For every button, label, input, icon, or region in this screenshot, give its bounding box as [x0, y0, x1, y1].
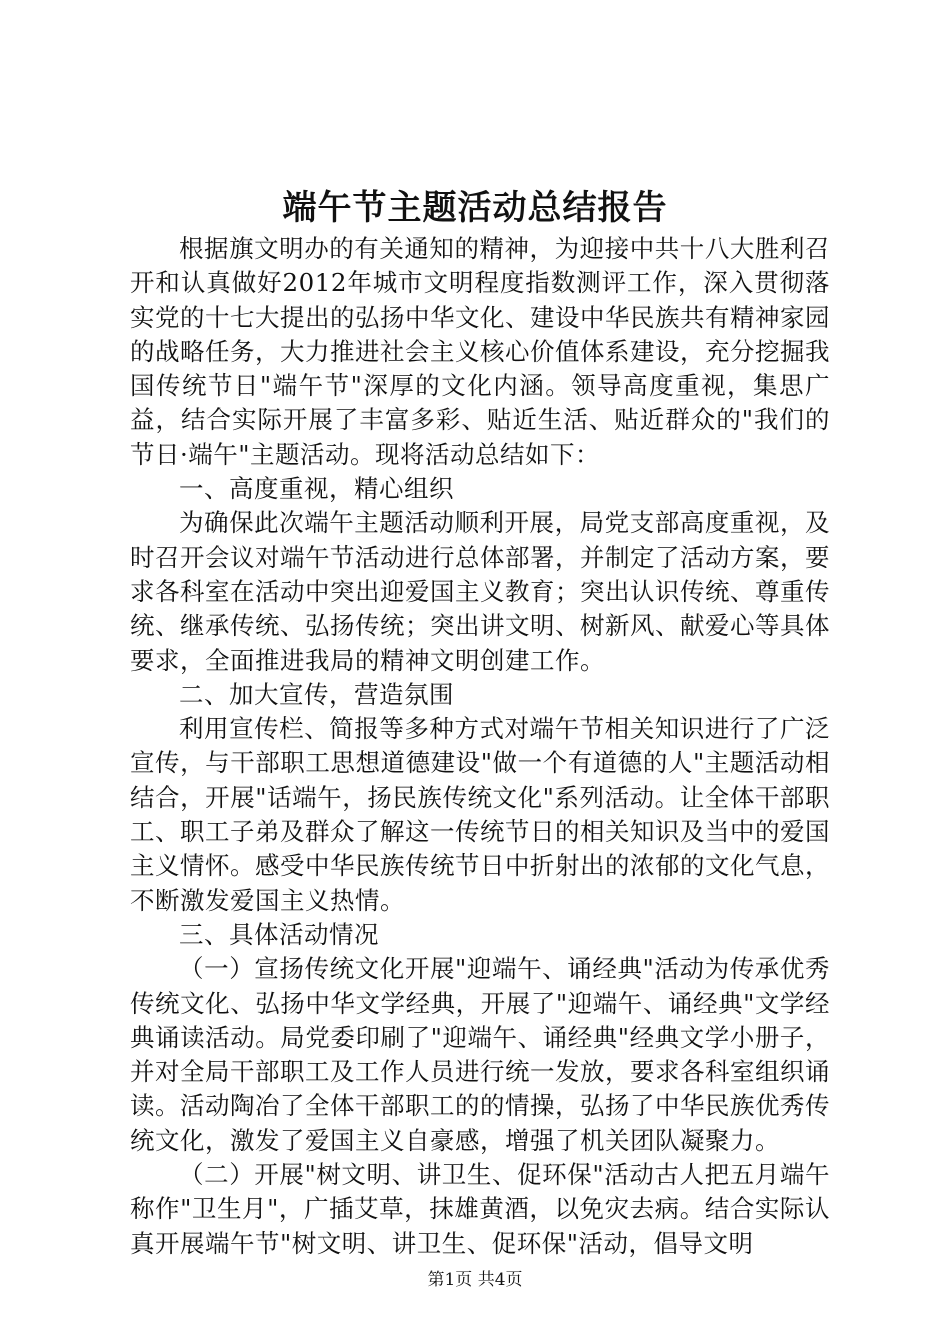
document-title: 端午节主题活动总结报告: [282, 188, 668, 228]
page-number-footer: 第1页 共4页: [427, 1270, 523, 1290]
section-1-paragraph: 为确保此次端午主题活动顺利开展，局党支部高度重视，及时召开会议对端午节活动进行总体部署，并制定了活动方案，要求各科室在活动中突出迎爱国主义教育；突出认识传统、尊重传统、继承传统、弘扬传统；突出讲文明、树新风、献爱心等具体要求，全面推进我局的精神文明创建工作。: [130, 508, 830, 675]
section-2-paragraph: 利用宣传栏、简报等多种方式对端午节相关知识进行了广泛宣传，与干部职工思想道德建设"做一个有道德的人"主题活动相结合，开展"话端午，扬民族传统文化"系列活动。让全体干部职工、职工子弟及群众了解这一传统节日的相关知识及当中的爱国主义情怀。感受中华民族传统节日中折射出的浓郁的文化气息，不断激发爱国主义热情。: [130, 714, 830, 915]
section-heading-1: 一、高度重视，精心组织: [179, 474, 454, 504]
section-3-item-1-paragraph: （一）宣扬传统文化开展"迎端午、诵经典"活动为传承优秀传统文化、弘扬中华文学经典，开展了"迎端午、诵经典"文学经典诵读活动。局党委印刷了"迎端午、诵经典"经典文学小册子，并对全局干部职工及工作人员进行统一发放，要求各科室组织诵读。活动陶冶了全体干部职工的的情操，弘扬了中华民族优秀传统文化，激发了爱国主义自豪感，增强了机关团队凝聚力。: [130, 954, 830, 1155]
document-body: [130, 232, 830, 1261]
intro-paragraph: 根据旗文明办的有关通知的精神，为迎接中共十八大胜利召开和认真做好2012年城市文明程度指数测评工作，深入贯彻落实党的十七大提出的弘扬中华文化、建设中华民族共有精神家园的战略任务，大力推进社会主义核心价值体系建设，充分挖掘我国传统节日"端午节"深厚的文化内涵。领导高度重视，集思广益，结合实际开展了丰富多彩、贴近生活、贴近群众的"我们的节日·端午"主题活动。现将活动总结如下：: [130, 234, 830, 469]
section-3-item-2-paragraph: （二）开展"树文明、讲卫生、促环保"活动古人把五月端午称作"卫生月"，广插艾草，抹雄黄酒，以免灾去病。结合实际认真开展端午节"树文明、讲卫生、促环保"活动，倡导文明: [130, 1160, 830, 1258]
section-heading-3: 三、具体活动情况: [179, 919, 379, 949]
section-heading-2: 二、加大宣传，营造氛围: [179, 679, 454, 709]
